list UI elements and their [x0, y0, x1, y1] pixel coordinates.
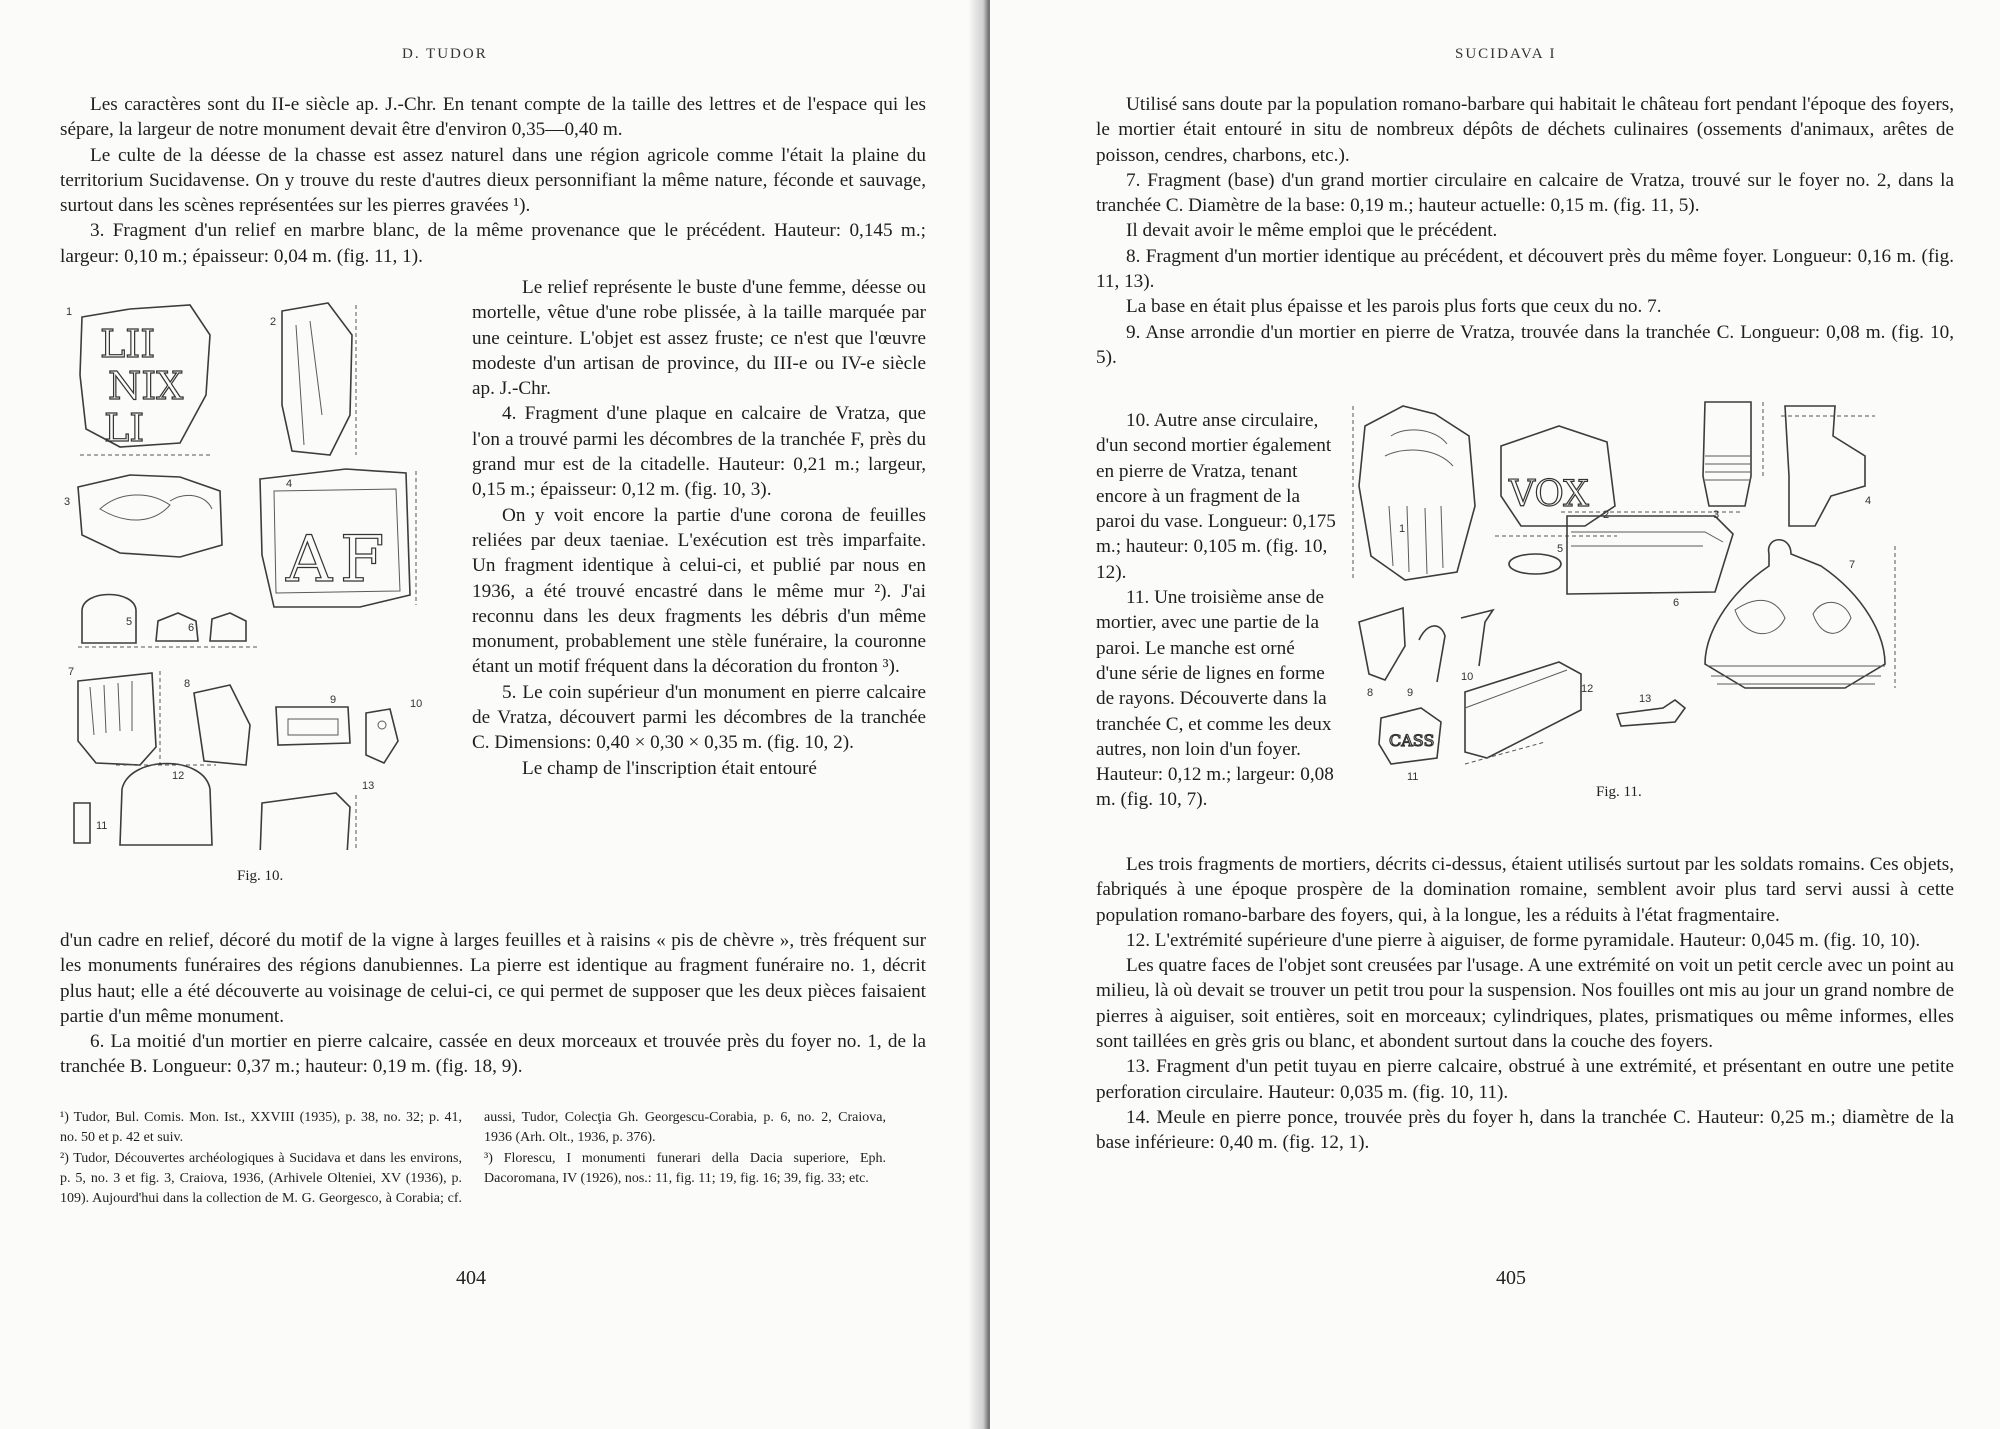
figure-item-number: 7: [68, 666, 75, 678]
handle-sketch: [1419, 626, 1445, 682]
long-block-sketch: [1465, 662, 1581, 758]
footnote: ²) Tudor, Découvertes archéologiques à Sucidava et dans les environs, p. 5, no. 3 et fig. 3, Craiova, 1936, (Arhivele Olteniei, XV (1936), p. 109). Aujourd'hui dans la collection de M. G. Georgesco, à Corabia; cf. aussi, Tudor, Colecţia Gh. Georgescu-Corabia, p. 6, no. 2, Craiova, 1936 (Arh. Olt., 1936, p. 376).: [60, 1110, 886, 1207]
paragraph: Le culte de la déesse de la chasse est assez naturel dans une région agricole comme l'était la plaine du territorium Sucidavense. On y trouve du reste d'autres dieux personnifiant la même nature, féconde et sauvage, surtout dans les scènes représentées sur les pierres gravées ¹).: [60, 144, 926, 217]
figure-item-number: 6: [1673, 597, 1680, 609]
figure-10: [60, 295, 460, 850]
figure-item-number: 1: [66, 306, 73, 318]
whetstone-top-sketch: [366, 709, 398, 763]
figure-item-number: 13: [1639, 693, 1652, 705]
figure-item-number: 4: [286, 478, 293, 490]
paragraph: 7. Fragment (base) d'un grand mortier circulaire en calcaire de Vratza, trouvé sur le foyer no. 2, dans la tranchée C. Diamètre de la base: 0,19 m.; hauteur actuelle: 0,15 m. (fig. 11, 5).: [1096, 169, 1954, 217]
running-head-left: D. TUDOR: [402, 46, 488, 62]
pipe-fragment-sketch: [276, 707, 350, 745]
figure-item-number: 7: [1849, 559, 1856, 571]
mortar-profile-sketch: [1785, 406, 1865, 526]
figure-item-number: 13: [362, 780, 375, 792]
handle-sketch: [1461, 610, 1493, 666]
inscription-line: A: [286, 523, 333, 597]
bowl-sketch: [1509, 554, 1561, 574]
paragraph: Il devait avoir le même emploi que le précédent.: [1126, 220, 1498, 242]
small-pipe-sketch: [74, 803, 90, 843]
figure-item-number: 3: [1713, 509, 1720, 521]
figure-10-drawing: [60, 295, 460, 850]
right-text-top: [1096, 92, 1954, 370]
paragraph: 14. Meule en pierre ponce, trouvée près du foyer h, dans la tranchée C. Hauteur: 0,25 m.; diamètre de la base inférieure: 0,40 m. (fig. 12, 1).: [1096, 1106, 1954, 1154]
paragraph: Utilisé sans doute par la population romano-barbare qui habitait le château fort pendant l'époque des foyers, le mortier était entouré in situ de nombreux dépôts de déchets culinaires (ossements d'animaux, arêtes de poisson, cendres, charbons, etc.).: [1096, 94, 1954, 166]
running-head-right: SUCIDAVA I: [1455, 46, 1557, 62]
inscription-text: CASS: [1389, 731, 1435, 750]
paragraph: Le champ de l'inscription était entouré: [522, 757, 817, 779]
paragraph: 3. Fragment d'un relief en marbre blanc, de la même provenance que le précédent. Hauteur: 0,145 m.; largeur: 0,10 m.; épaisseur: 0,04 m. (fig. 11, 1).: [60, 220, 926, 267]
figure-item-number: 5: [1557, 543, 1564, 555]
figure-item-number: 10: [410, 698, 423, 710]
inscription-line: LI: [104, 406, 145, 450]
figure-item-number: 4: [1865, 495, 1872, 507]
figure-item-number: 12: [172, 770, 185, 782]
paragraph: 8. Fragment d'un mortier identique au précédent, et découvert près du même foyer. Longueur: 0,16 m. (fig. 11, 13).: [1096, 245, 1954, 293]
paragraph: 5. Le coin supérieur d'un monument en pierre calcaire de Vratza, découvert parmi les décombres de la tranchée C. Dimensions: 0,40 × 0,30 × 0,35 m. (fig. 10, 2).: [472, 681, 926, 754]
figure-item-number: 9: [330, 694, 337, 706]
paragraph: Le relief représente le buste d'une femme, déesse ou mortelle, vêtue d'une robe plissée, à la taille marquée par une ceinture. L'objet est assez fruste; ce n'est que l'œuvre modeste d'un artisan de province, du III-e ou IV-e siècle ap. J.-Chr.: [472, 277, 926, 400]
figure-item-number: 6: [188, 622, 195, 634]
figure-item-number: 1: [1399, 523, 1406, 535]
paragraph: Les caractères sont du II-e siècle ap. J.-Chr. En tenant compte de la taille des lettres et de l'espace qui les sépare, la largeur de notre monument devait être d'environ 0,35—0,40 m.: [60, 94, 926, 141]
footnote: ³) Florescu, I monumenti funerari della Dacia superiore, Eph. Dacoromana, IV (1926), nos.: 11, fig. 11; 19, fig. 16; 39, fig. 33; etc.: [484, 1150, 886, 1186]
paragraph: La base en était plus épaisse et les parois plus forts que ceux du no. 7.: [1126, 296, 1662, 318]
footnote: ¹) Tudor, Bul. Comis. Mon. Ist., XXVIII (1935), p. 38, no. 32; p. 41, no. 50 et p. 42 et suiv.: [60, 1110, 462, 1146]
left-footnotes: [60, 1108, 886, 1209]
block-fragment-sketch: [260, 793, 350, 850]
figure-11-caption: Fig. 11.: [1596, 784, 1642, 800]
fragment-sketch: [194, 685, 250, 765]
figure-item-number: 11: [96, 820, 108, 832]
paragraph: 4. Fragment d'une plaque en calcaire de Vratza, que l'on a trouvé parmi les décombres de la tranchée F, près du grand mur est de la citadelle. Hauteur: 0,21 m.; largeur, 0,15 m.; épaisseur: 0,12 m. (fig. 10, 3).: [472, 403, 926, 501]
figure-item-number: 11: [1407, 771, 1419, 783]
paragraph: 13. Fragment d'un petit tuyau en pierre calcaire, obstrué à une extrémité, et présentant en outre une petite perforation circulaire. Hauteur: 0,035 m. (fig. 10, 11).: [1096, 1056, 1954, 1103]
right-text-bottom: [1096, 852, 1954, 1156]
page-number-left: 404: [456, 1267, 486, 1289]
page-number-right: 405: [1496, 1267, 1526, 1289]
mortar-base-sketch: [1567, 516, 1733, 594]
handle-round-sketch: [120, 764, 212, 846]
figure-item-number: 12: [1581, 683, 1594, 695]
left-page: [0, 0, 990, 1429]
relief-bust-sketch: [1359, 406, 1475, 580]
left-text-top: [60, 92, 926, 269]
paragraph: Les quatre faces de l'objet sont creusées par l'usage. A une extrémité on voit un petit cercle avec un point au milieu, là où devait se trouver un petit trou pour la suspension. Nos fouilles ont mis au jour un grand nombre de pierres à aiguiser, soit entières, soit en morceaux; cylindriques, plates, prismatiques ou même informes, elles sont taillées en grès gris ou blanc, et abondent surtout dans la couche des foyers.: [1096, 955, 1954, 1053]
pipe-sketch: [1703, 402, 1751, 506]
handle-with-wall-sketch: [78, 673, 156, 765]
paragraph: 9. Anse arrondie d'un mortier en pierre de Vratza, trouvée dans la tranchée C. Longueur: 0,08 m. (fig. 10, 5).: [1096, 321, 1954, 368]
right-text-column: [1096, 408, 1340, 813]
figure-item-number: 3: [64, 496, 71, 508]
right-page: [990, 0, 2000, 1429]
figure-item-number: 8: [184, 678, 191, 690]
paragraph: Les trois fragments de mortiers, décrits ci-dessus, étaient utilisés surtout par les soldats romains. Ces objets, fabriqués à une époque prospère de la domination romaine, semblent avoir plus tard servi aussi à cette population romano-barbare des foyers, qui, à la longue, les a réduits à l'état fragmentaire.: [1096, 854, 1954, 926]
figure-item-number: 5: [126, 616, 133, 628]
figure-item-number: 8: [1367, 687, 1374, 699]
paragraph: 6. La moitié d'un mortier en pierre calcaire, cassée en deux morceaux et trouvée près du foyer no. 1, de la tranchée B. Longueur: 0,37 m.; hauteur: 0,19 m. (fig. 18, 9).: [60, 1031, 926, 1078]
paragraph: On y voit encore la partie d'une corona de feuilles reliées par deux taeniae. L'exécution est très imparfaite. Un fragment identique à celui-ci, et publié par nous en 1936, a été trouvé encastré dans le même mur ²). J'ai reconnu dans les deux fragments les débris d'un même monument, probablement une stèle funéraire, la couronne étant un motif fréquent dans la décoration du fronton ³).: [472, 504, 926, 678]
figure-item-number: 9: [1407, 687, 1414, 699]
figure-item-number: 2: [1603, 509, 1610, 521]
paragraph: d'un cadre en relief, décoré du motif de la vigne à larges feuilles et à raisins « pis de chèvre », très fréquent sur les monuments funéraires des régions danubiennes. La pierre est identique au fragment funéraire no. 1, décrit plus haut; elle a été découverte au voisinage de celui-ci, ce qui permet de supposer que les deux pièces faisaient partie d'un même monument.: [60, 930, 926, 1027]
left-text-bottom: [60, 928, 926, 1080]
left-text-column: [472, 275, 926, 781]
inscription-line: NIX: [108, 364, 184, 408]
figure-11-drawing: [1345, 396, 1955, 791]
handle-sketch: [1359, 608, 1405, 680]
figure-item-number: 2: [270, 316, 277, 328]
figure-11: [1345, 396, 1955, 791]
paragraph: 12. L'extrémité supérieure d'une pierre à aiguiser, de forme pyramidale. Hauteur: 0,045 m. (fig. 10, 10).: [1126, 929, 1921, 951]
paragraph: 10. Autre anse circulaire, d'un second mortier également en pierre de Vratza, tenant encore à un fragment de la paroi du vase. Longueur: 0,175 m.; hauteur: 0,105 m. (fig. 10, 12).: [1096, 410, 1336, 583]
inscription-text: VOX: [1509, 474, 1589, 515]
figure-10-caption: Fig. 10.: [237, 868, 284, 884]
whetstone-sketch: [156, 613, 246, 641]
figure-item-number: 10: [1461, 671, 1474, 683]
inscription-line: LII: [100, 322, 156, 366]
paragraph: 11. Une troisième anse de mortier, avec une partie de la paroi. Le manche est orné d'une série de lignes en forme de rayons. Découverte dans la tranchée C, et comme les deux autres, non loin d'un foyer. Hauteur: 0,12 m.; largeur: 0,08 m. (fig. 10, 7).: [1096, 587, 1334, 811]
corona-fragment-sketch: [78, 475, 222, 557]
inscription-line: F: [340, 523, 385, 597]
